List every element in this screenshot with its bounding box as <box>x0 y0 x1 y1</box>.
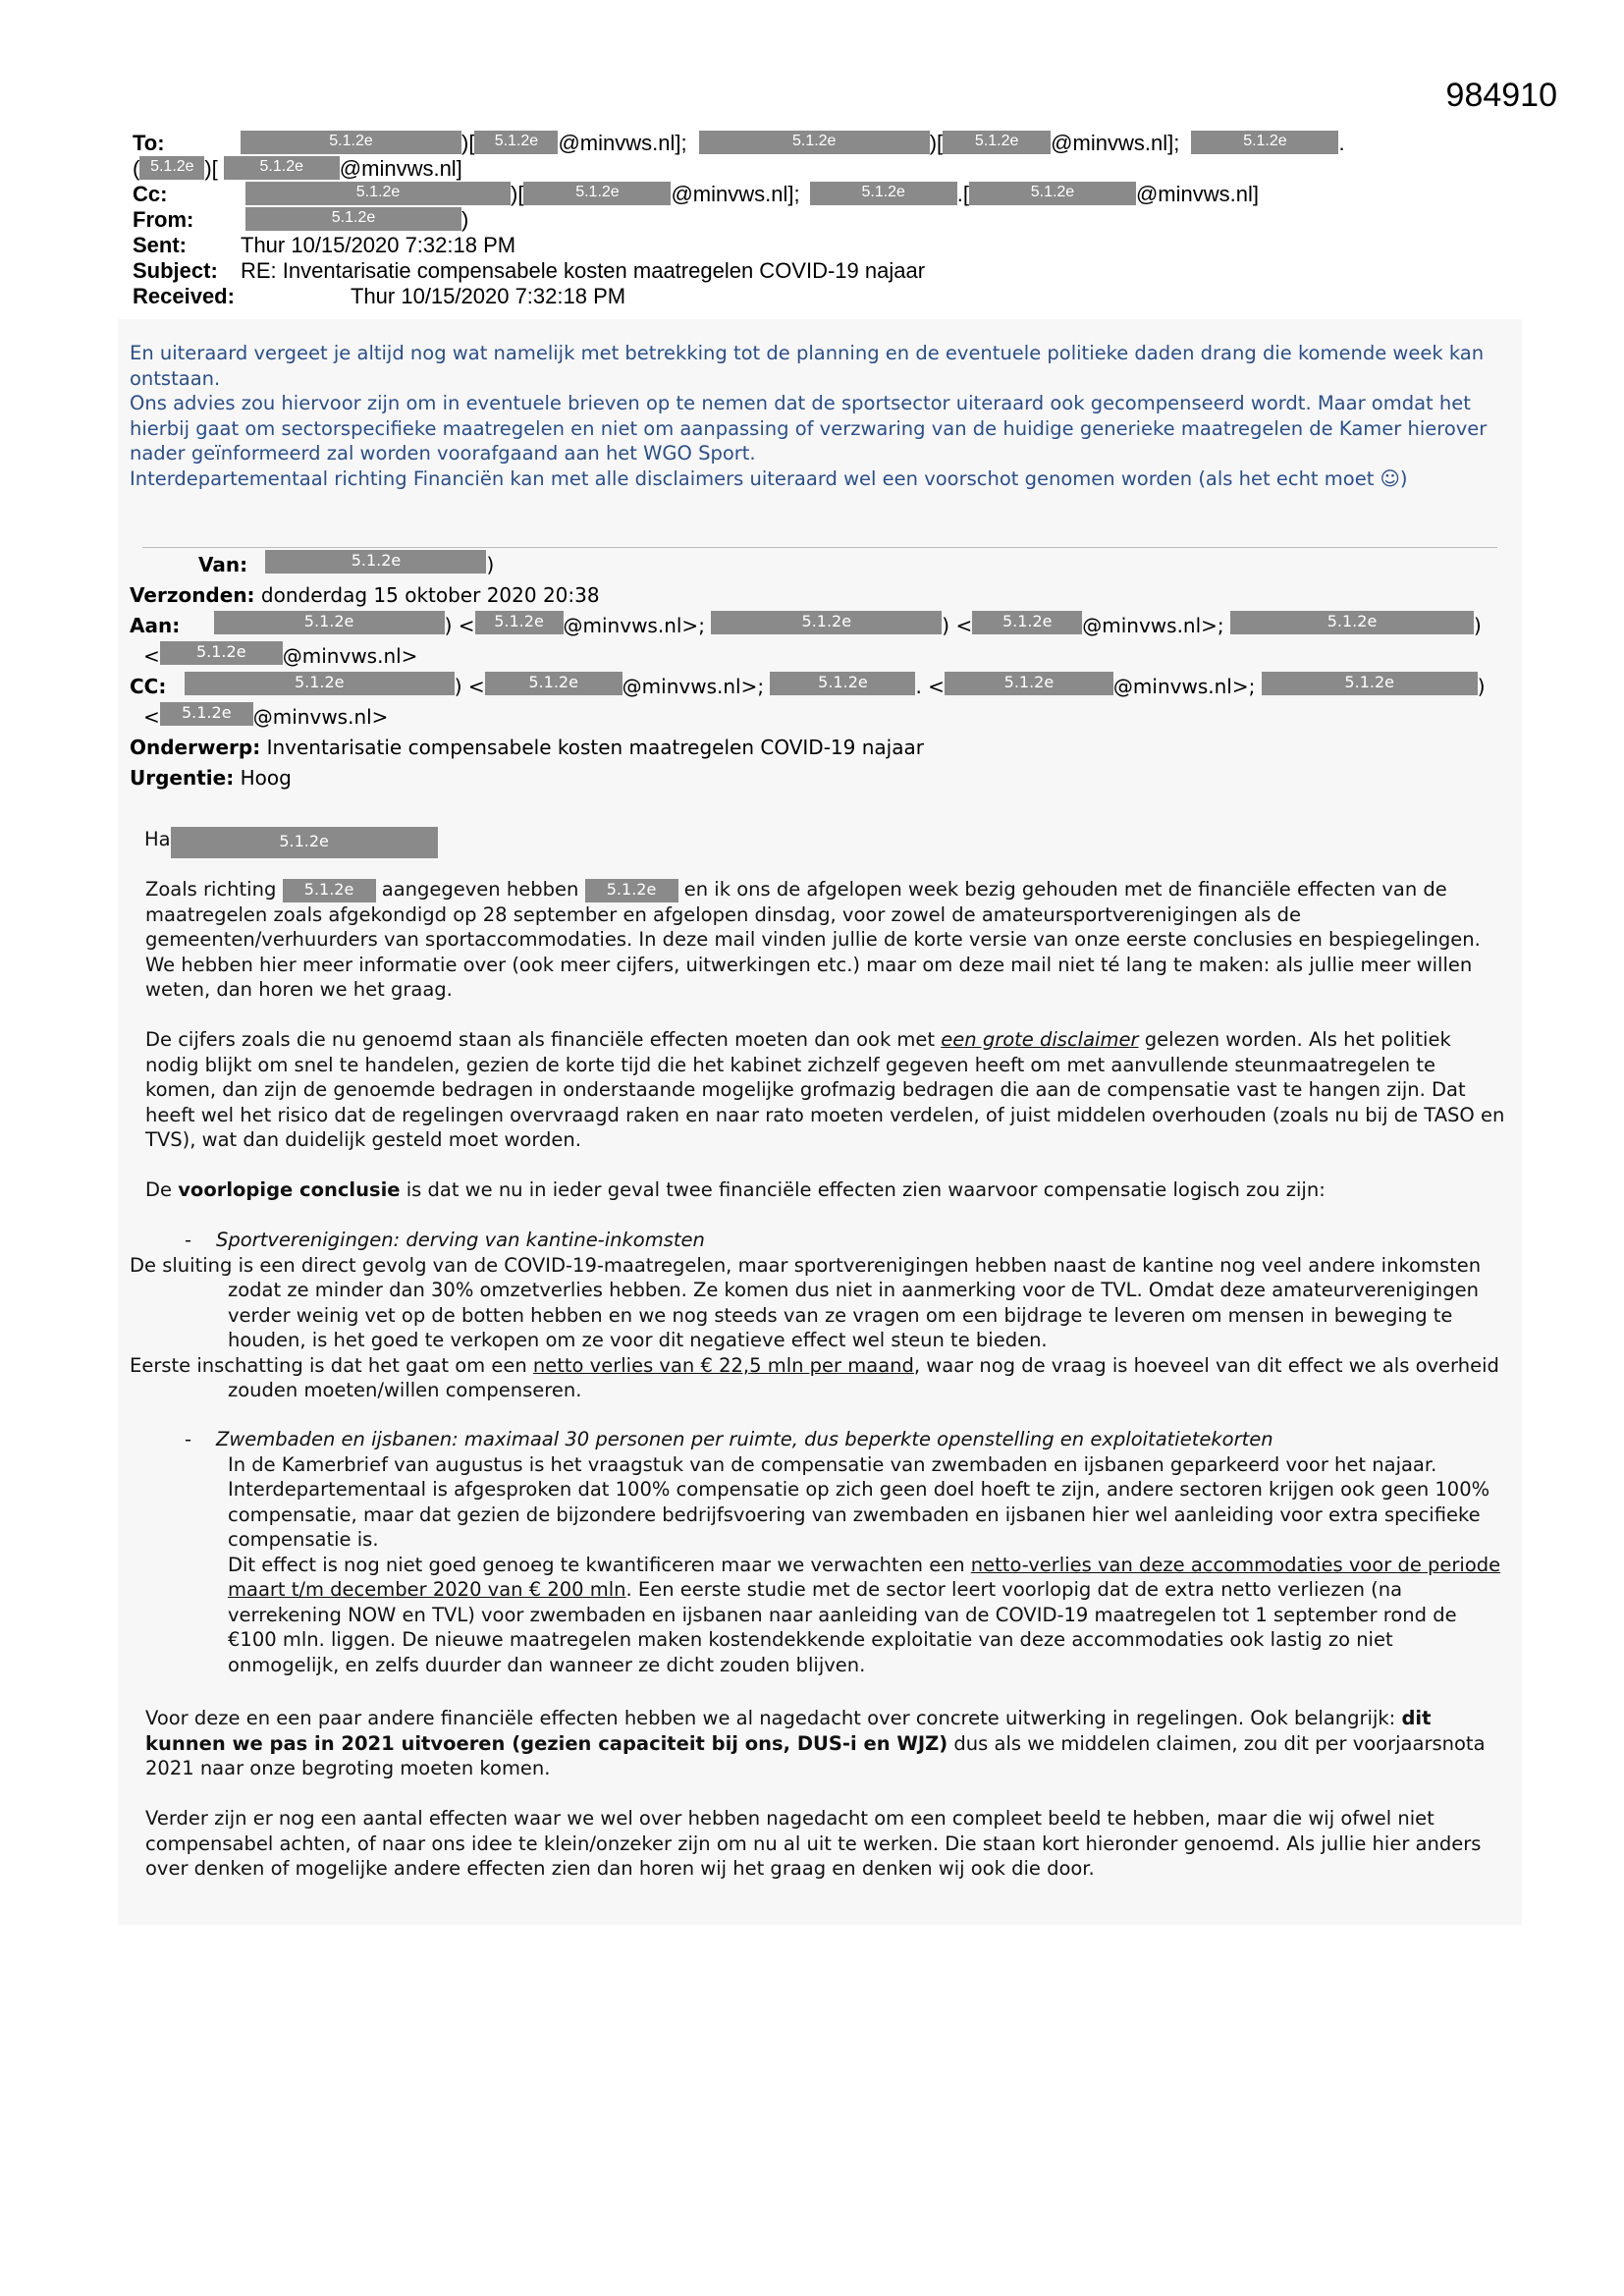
redaction: 5.1.2e <box>139 156 204 180</box>
redaction: 5.1.2e <box>265 550 486 574</box>
reply-paragraph: Ons advies zou hiervoor zijn om in eventuele brieven op te nemen dat de sportsector uiteraard ook gecompenseerd wordt. Maar omdat het hierbij gaat om sectorspecifieke maatregelen en niet om aanpassing of verzwaring van de huidige generieke maatregelen de Kamer hierover nader geïnformeerd zal worden voorafgaand aan het WGO Sport. <box>130 392 1488 465</box>
redaction: 5.1.2e <box>160 641 283 665</box>
subject-row <box>133 258 1527 284</box>
text: is dat we nu in ieder geval twee financiële effecten zien waarvoor compensatie logisch zou zijn: <box>406 1178 1326 1201</box>
text: Zwembaden en ijsbanen: maximaal 30 personen per ruimte, dus beperkte openstelling en exploitatietekorten <box>216 1428 1273 1450</box>
subject-label: Subject: <box>133 258 218 283</box>
redaction: 5.1.2e <box>523 182 671 205</box>
aan-label: Aan: <box>130 614 181 637</box>
bracket: < <box>143 705 160 729</box>
redaction: 5.1.2e <box>972 611 1082 634</box>
text: Sportverenigingen: derving van kantine-inkomsten <box>216 1229 705 1251</box>
bracket: < <box>143 644 160 668</box>
text: gelezen worden. Als het politiek nodig blijkt om snel te handelen, gezien de korte tijd die het kabinet zichzelf gegeven heeft om met aanvullende steunmaatregelen te komen, dan zijn de genoemde bedragen in onderstaande mogelijke grofmazig bedragen die aan de compensatie vast te hangen zijn. Dat heeft wel het risico dat de regelingen overvraagd raken en naar rato moeten verdelen, of juist middelen overhouden (zoals nu bij de TASO en TVS), wat dan duidelijk gesteld moet worden. <box>145 1028 1505 1151</box>
redaction: 5.1.2e <box>475 611 564 634</box>
orig-onderwerp-row <box>130 733 1524 763</box>
email-header <box>133 131 1527 309</box>
body-paragraph-2 <box>145 1027 1505 1153</box>
verzonden-value: donderdag 15 oktober 2020 20:38 <box>260 583 600 607</box>
orig-verzonden-row <box>130 580 1524 611</box>
separator: . < <box>915 675 945 698</box>
text: Zoals richting <box>145 878 277 901</box>
text: dus als we middelen claimen, zou dit per voorjaarsnota 2021 naar onze begroting moeten komen. <box>145 1731 1486 1779</box>
bracket: < <box>467 675 485 698</box>
text: . Een eerste studie met de sector leert voorlopig dat de extra netto verliezen (na verrekening NOW en TVL) voor zwembaden en ijsbanen naar aanleiding van de COVID-19 maatregelen tot 1 september rond de €100 mln. liggen. De nieuwe maatregelen maken kostendekkende exploitatie van deze accommodaties ook lastig zo niet onmogelijk, en zelfs duurder dan wanneer ze dicht zouden blijven. <box>228 1578 1457 1676</box>
text: Dit effect is nog niet goed genoeg te kwantificeren maar we verwachten een <box>228 1553 965 1576</box>
urgentie-value: Hoog <box>240 766 292 790</box>
redaction: 5.1.2e <box>224 156 340 180</box>
body-paragraph-3 <box>145 1177 1505 1203</box>
text: De <box>145 1178 173 1201</box>
body-paragraph-1 <box>145 877 1505 1003</box>
redaction: 5.1.2e <box>283 879 376 902</box>
redaction: 5.1.2e <box>810 182 957 205</box>
bullet-text-2 <box>130 1553 1504 1678</box>
bracket: < <box>955 614 973 637</box>
disclaimer-link: een grote disclaimer <box>941 1028 1139 1051</box>
orig-van-row: Van: 5.1.2e ) <box>198 551 495 576</box>
redaction: 5.1.2e <box>171 827 438 858</box>
emphasis: netto-verlies van deze accommodaties voor de periode maart t/m december 2020 van € 200 mln <box>228 1553 1501 1601</box>
reply-message <box>130 341 1494 491</box>
bullet-estimate <box>130 1353 1504 1403</box>
text: aangegeven hebben <box>381 878 579 901</box>
urgentie-label: Urgentie: <box>130 766 235 790</box>
email-domain: @minvws.nl] <box>1135 182 1259 206</box>
email-domain: @minvws.nl] <box>339 156 462 181</box>
received-label: Received: <box>133 284 235 308</box>
redaction: 5.1.2e <box>185 672 455 695</box>
redaction: 5.1.2e <box>214 611 445 634</box>
from-label: From: <box>133 207 194 232</box>
separator: . <box>956 182 963 206</box>
orig-cc-label: CC: <box>130 675 167 698</box>
reply-paragraph: En uiteraard vergeet je altijd nog wat namelijk met betrekking tot de planning en de eventuele politieke daden drang die komende week kan ontstaan. <box>130 342 1485 390</box>
text: , waar nog de vraag is hoeveel van dit effect we als overheid zouden moeten/willen compenseren. <box>228 1353 1499 1401</box>
sent-label: Sent: <box>133 233 187 257</box>
bullet-text: In de Kamerbrief van augustus is het vraagstuk van de compensatie van zwembaden en ijsbanen geparkeerd voor het najaar. Interdepartementaal is afgesproken dat 100% compensatie op zich geen doel hoeft te zijn, andere sectoren krijgen ook geen 100% compensatie, maar dat gezien de bijzondere bedrijfsvoering van zwembaden en ijsbanen hier wel aanleiding voor extra specifieke compensatie is. <box>228 1452 1490 1551</box>
bracket: < <box>458 614 475 637</box>
subject-value: RE: Inventarisatie compensabele kosten maatregelen COVID-19 najaar <box>241 258 926 283</box>
email-domain: @minvws.nl]; <box>558 131 687 155</box>
emphasis: voorlopige conclusie <box>178 1178 401 1201</box>
to-row-2: ( 5.1.2e )[ 5.1.2e @minvws.nl] <box>133 156 462 181</box>
bullet-text: De sluiting is een direct gevolg van de COVID-19-maatregelen, maar sportverenigingen hebben naast de kantine nog veel andere inkomsten zodat ze minder dan 30% omzetverlies hebben. Ze komen dus niet in aanmerking voor de TVL. Omdat deze amateurverenigingen verder weinig vet op de botten hebben en we nog steeds van ze vragen om een bijdrage te leveren om mensen in beweging te houden, is het goed te verkopen om ze voor dit negatieve effect wel steun te bieden. <box>130 1253 1482 1351</box>
text: Voor deze en een paar andere financiële effecten hebben we al nagedacht over concrete uitwerking in regelingen. Ook belangrijk: <box>145 1707 1396 1729</box>
received-row <box>133 284 1527 309</box>
to-row: To: 5.1.2e )[ 5.1.2e @minvws.nl]; 5.1.2e )[ 5.1.2e @minvws.nl]; 5.1.2e . <box>133 131 1345 155</box>
orig-aan-row-2 <box>130 641 1524 672</box>
verzonden-label: Verzonden: <box>130 583 255 607</box>
redaction: 5.1.2e <box>241 131 461 154</box>
document-number: 984910 <box>1445 77 1557 114</box>
sent-value: Thur 10/15/2020 7:32:18 PM <box>241 233 516 257</box>
redaction: 5.1.2e <box>245 182 511 205</box>
greeting-text: Ha <box>144 828 171 850</box>
redaction: 5.1.2e <box>711 611 942 634</box>
emphasis: netto verlies van € 22,5 mln per maand <box>532 1353 914 1377</box>
bullet-title: - Sportverenigingen: derving van kantine-inkomsten <box>185 1229 705 1251</box>
cc-row: Cc: 5.1.2e )[ 5.1.2e @minvws.nl]; 5.1.2e .[ 5.1.2e @minvws.nl] <box>133 182 1259 206</box>
bullet-zwembaden <box>130 1427 1504 1677</box>
email-domain: @minvws.nl>; <box>1112 675 1256 698</box>
emphasis: dit kunnen we pas in 2021 uitvoeren (gezien capaciteit bij ons, DUS-i en WJZ) <box>145 1707 1432 1755</box>
redaction: 5.1.2e <box>245 207 461 231</box>
orig-urgentie-row <box>130 763 1524 793</box>
received-value: Thur 10/15/2020 7:32:18 PM <box>351 284 626 308</box>
text: De cijfers zoals die nu genoemd staan als financiële effecten moeten dan ook met <box>145 1028 936 1051</box>
orig-cc-row: CC: 5.1.2e ) < 5.1.2e @minvws.nl>; 5.1.2e . < 5.1.2e @minvws.nl>; 5.1.2e ) <box>130 673 1486 698</box>
email-domain: @minvws.nl> <box>252 705 389 729</box>
redaction: 5.1.2e <box>485 672 623 695</box>
orig-cc-row-2 <box>130 702 1524 733</box>
redaction: 5.1.2e <box>1262 672 1478 695</box>
text: en ik ons de afgelopen week bezig gehouden met de financiële effecten van de maatregelen zoals afgekondigd op 28 september en afgelopen dinsdag, voor zowel de amateursportverenigingen als de gemeenten/verhuurders van sportaccommodaties. In deze mail vinden jullie de korte versie van onze eerste conclusies en bespiegelingen. We hebben hier meer informatie over (ook meer cijfers, uitwerkingen etc.) maar om deze mail niet té lang te maken: als jullie meer willen weten, dan horen we het graag. <box>145 878 1481 1001</box>
redaction: 5.1.2e <box>1230 611 1474 634</box>
email-domain: @minvws.nl>; <box>1082 614 1224 637</box>
greeting <box>130 827 1504 858</box>
email-domain: @minvws.nl]; <box>671 182 800 206</box>
to-label: To: <box>133 131 165 155</box>
orig-aan-row: Aan: 5.1.2e ) < 5.1.2e @minvws.nl>; 5.1.2e ) < 5.1.2e @minvws.nl>; 5.1.2e ) <box>130 612 1482 637</box>
sent-row <box>133 233 1527 258</box>
text: Eerste inschatting is dat het gaat om een <box>130 1353 527 1377</box>
email-domain: @minvws.nl]; <box>1051 131 1180 155</box>
onderwerp-value: Inventarisatie compensabele kosten maatregelen COVID-19 najaar <box>266 736 924 759</box>
reply-paragraph: Interdepartementaal richting Financiën kan met alle disclaimers uiteraard wel een voorschot genomen worden (als het echt moet ☺) <box>130 466 1408 490</box>
redaction: 5.1.2e <box>585 879 678 902</box>
redaction: 5.1.2e <box>699 131 930 154</box>
van-label: Van: <box>198 553 248 576</box>
redaction: 5.1.2e <box>945 672 1113 695</box>
onderwerp-label: Onderwerp: <box>130 736 261 759</box>
redaction: 5.1.2e <box>943 131 1051 154</box>
redaction: 5.1.2e <box>160 702 253 726</box>
redaction: 5.1.2e <box>969 182 1136 205</box>
separator: . <box>1338 131 1345 155</box>
bullet-sportverenigingen <box>130 1228 1504 1403</box>
divider <box>142 547 1497 548</box>
cc-label: Cc: <box>133 182 168 206</box>
email-domain: @minvws.nl> <box>282 644 418 668</box>
email-domain: @minvws.nl>; <box>563 614 705 637</box>
bullet-title: - Zwembaden en ijsbanen: maximaal 30 personen per ruimte, dus beperkte openstelling en exploitatietekorten <box>185 1428 1273 1450</box>
body-paragraph-4 <box>145 1706 1505 1781</box>
email-domain: @minvws.nl>; <box>622 675 765 698</box>
redaction: 5.1.2e <box>474 131 558 154</box>
redaction: 5.1.2e <box>1191 131 1338 154</box>
body-paragraph-5: Verder zijn er nog een aantal effecten waar we wel over hebben nagedacht om een compleet beeld te hebben, maar die wij ofwel niet compensabel achten, of naar ons idee te klein/onzeker zijn om nu al uit te werken. Die staan kort hieronder genoemd. Als jullie hier anders over denken of mogelijke andere effecten zien dan horen wij het graag en denken wij ook die door. <box>145 1807 1482 1880</box>
from-row: From: 5.1.2e ) <box>133 207 469 232</box>
redaction: 5.1.2e <box>770 672 915 695</box>
